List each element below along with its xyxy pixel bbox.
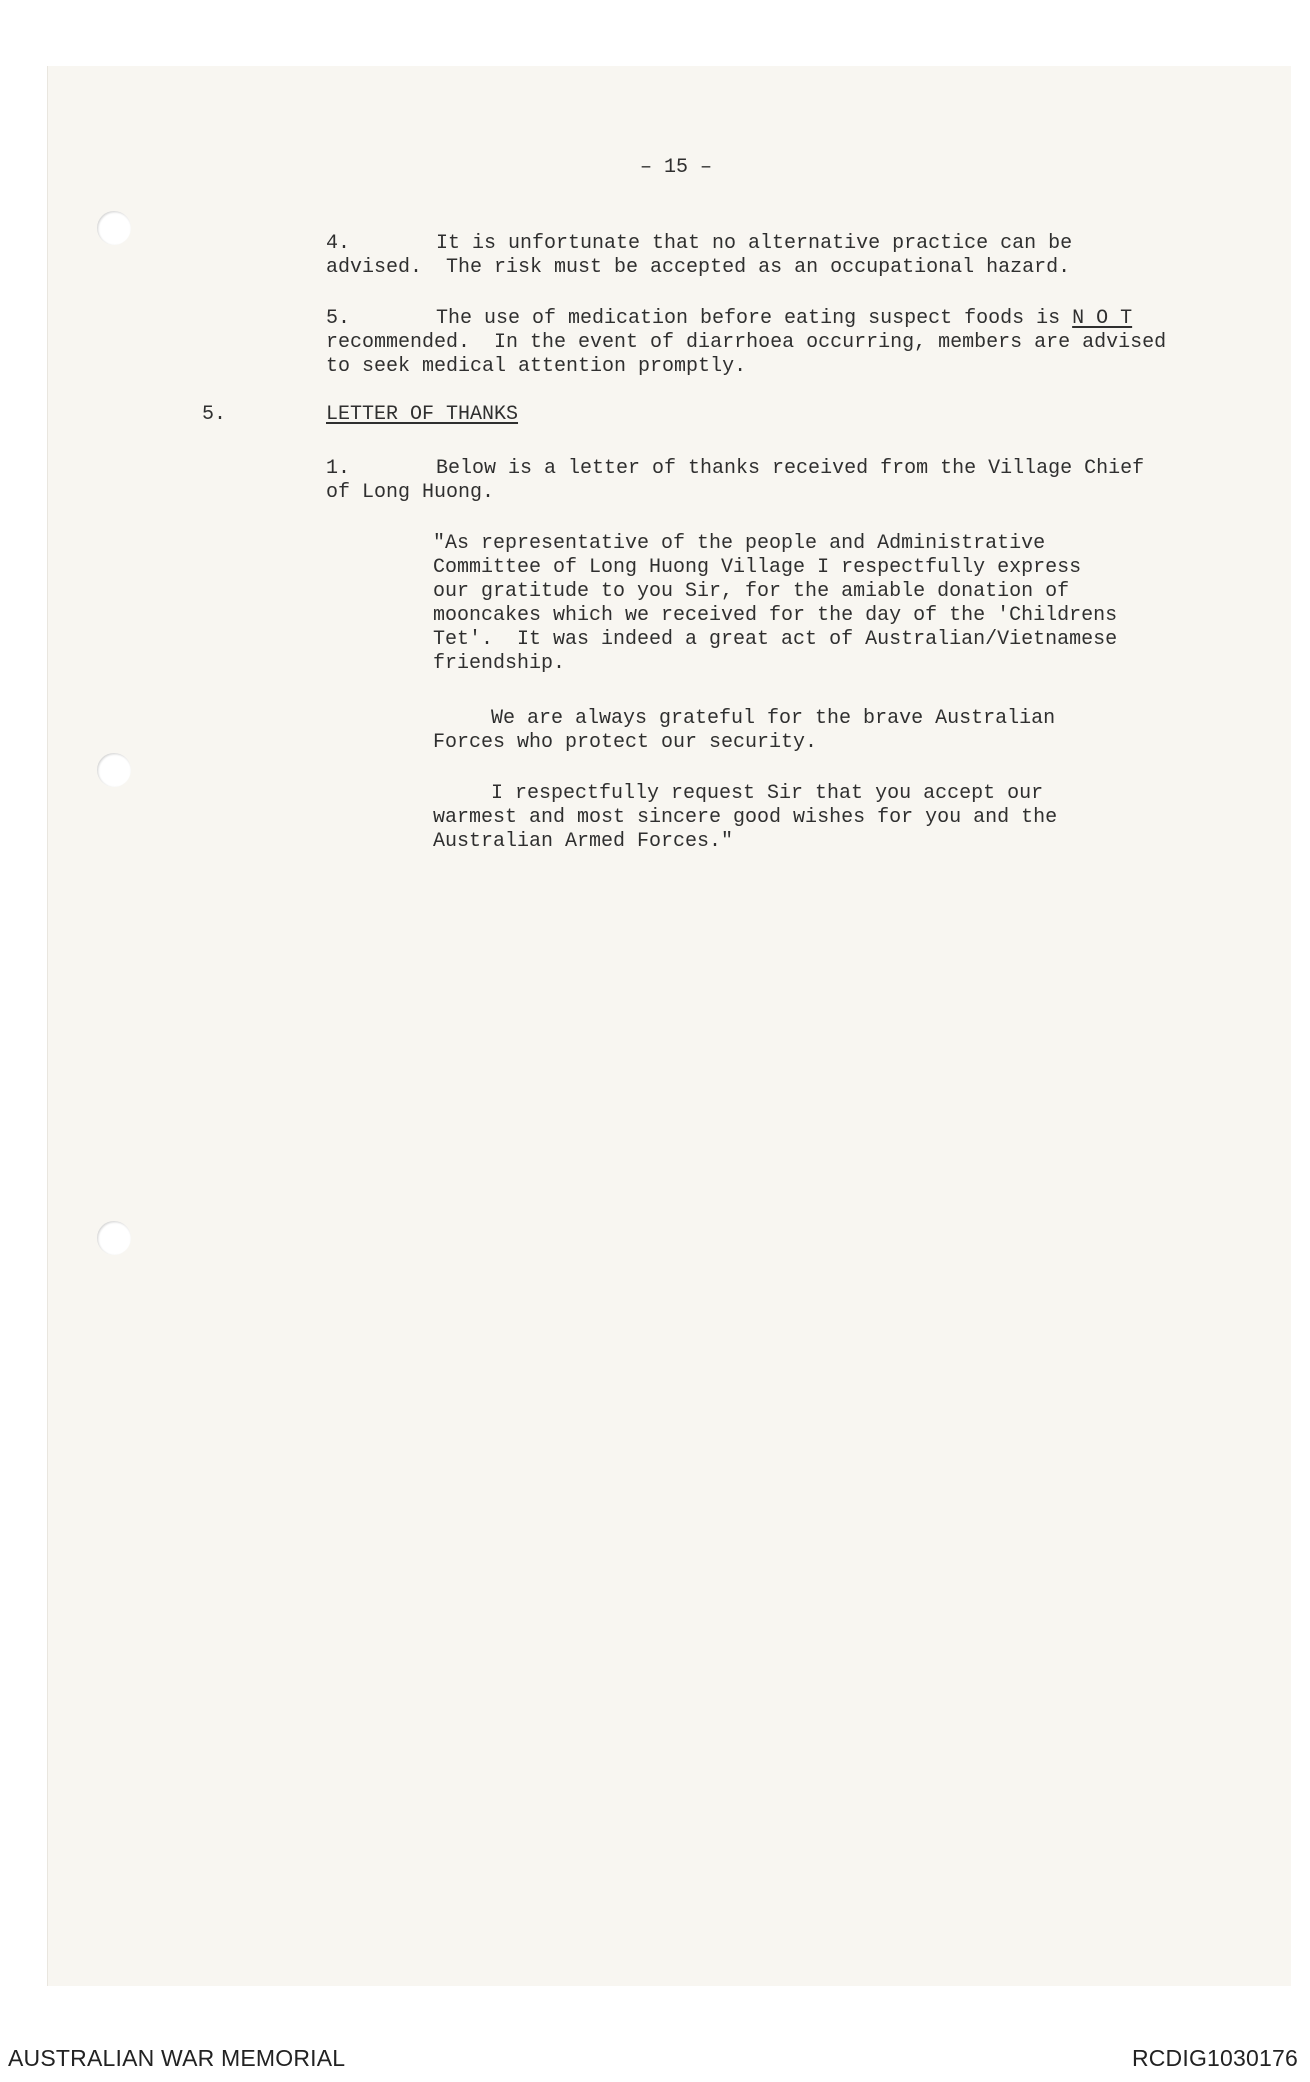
section-number: 5. (202, 403, 227, 426)
paragraph-text: recommended. In the event of diarrhoea occurring, members are advised (326, 331, 1167, 354)
emphasis-not: N O T (1072, 307, 1133, 330)
letter-line: Australian Armed Forces." (433, 830, 734, 853)
letter-line: warmest and most sincere good wishes for you and the (433, 806, 1058, 829)
letter-line: Forces who protect our security. (433, 731, 818, 754)
section-heading: LETTER OF THANKS (326, 403, 519, 426)
footer-source: AUSTRALIAN WAR MEMORIAL (8, 2045, 346, 2071)
letter-line: friendship. (433, 652, 566, 675)
footer-id: RCDIG1030176 (1131, 2045, 1298, 2071)
letter-line: mooncakes which we received for the day of the 'Childrens (433, 604, 1118, 627)
paragraph-number: 5. (326, 307, 351, 330)
punch-hole (97, 211, 131, 245)
letter-line: I respectfully request Sir that you accept our (491, 782, 1044, 805)
letter-line: We are always grateful for the brave Australian (491, 707, 1056, 730)
paragraph-text: Below is a letter of thanks received from the Village Chief (436, 457, 1145, 480)
page-number: – 15 – (640, 156, 713, 179)
letter-line: "As representative of the people and Administrative (433, 532, 1046, 555)
paragraph-number: 1. (326, 457, 351, 480)
paragraph-number: 4. (326, 232, 351, 255)
letter-line: Tet'. It was indeed a great act of Australian/Vietnamese (433, 628, 1118, 651)
paragraph-text: of Long Huong. (326, 481, 495, 504)
letter-line: Committee of Long Huong Village I respectfully express (433, 556, 1082, 579)
paragraph-text: It is unfortunate that no alternative practice can be (436, 232, 1073, 255)
punch-hole (97, 753, 131, 787)
paragraph-text: advised. The risk must be accepted as an occupational hazard. (326, 256, 1071, 279)
letter-line: our gratitude to you Sir, for the amiable donation of (433, 580, 1070, 603)
paragraph-text: to seek medical attention promptly. (326, 355, 747, 378)
punch-hole (97, 1221, 131, 1255)
paragraph-text: The use of medication before eating suspect foods is N O T (436, 307, 1133, 330)
